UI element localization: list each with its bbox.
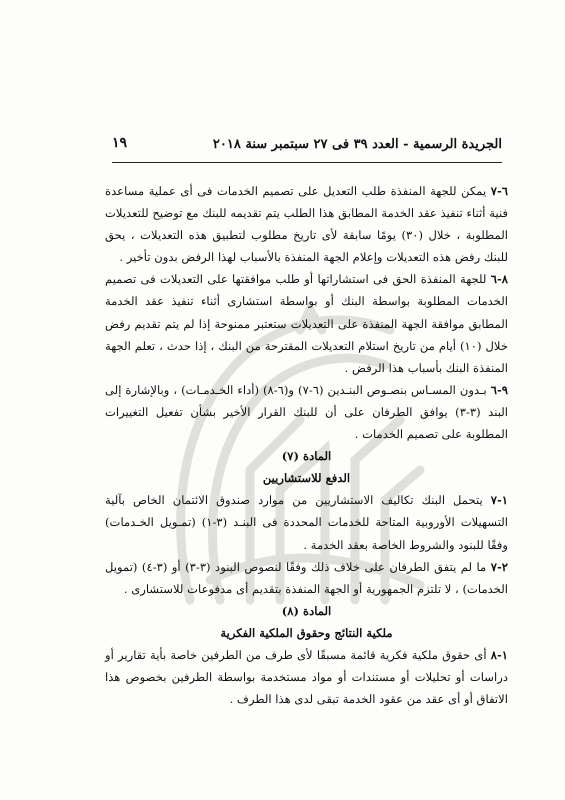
page-number: ١٩ [112,135,128,151]
clause-number: ١-٨ [490,647,509,662]
article-7-title: الدفع للاستشاريين [262,471,351,486]
clause-6-7 [105,180,508,268]
clause-number: ٩-٦ [490,382,509,397]
clause-text: أى حقوق ملكية فكرية قائمة مسبقًا لأى طرف من الطرفين خاصة بأية تقارير أو دراسات أو تحليلات أو مستندات أو مواد مستخدمة بواسطة الطرفين بخصوص هذا الاتفاق أو أى عقد من عقود الخدمة تبقى لدى هذا الطرف . [105,647,508,707]
header-divider [112,162,502,163]
clause-8-1 [105,644,508,710]
clause-number: ٢-٧ [490,559,508,574]
clause-text: يمكن للجهة المنفذة طلب التعديل على تصميم الخدمات فى أى عملية مساعدة فنية أثناء تنفيذ عقد الخدمة المطابق هذا الطلب يتم تقديمه للبنك مع توضيح للتعديلات المطلوبة ، خلال (٣٠) يومًا سابقة لأى تاريخ مطلوب لتطبيق هذه التعديلات ، يحق للبنك رفض هذه التعديلات وإعلام الجهة المنفذة بالأسباب لهذا الرفض بدون تأخير . [105,184,508,265]
article-7-heading: المادة (٧) [281,449,332,464]
gazette-header-title: الجريدة الرسمية - العدد ٣٩ فى ٢٧ سبتمبر سنة ٢٠١٨ [212,137,502,152]
clause-number: ٨-٦ [490,272,509,287]
clause-text: ما لم يتفق الطرفان على خلاف ذلك وفقًا لنصوص البنود (٣-٣) أو (٣-٤) (تمويل الخدمات) ، لا تلتزم الجمهورية أو الجهة المنفذة بتقديم أى مدفوعات للاستشارى . [105,559,508,596]
clause-number: ١-٧ [490,493,508,508]
clause-number: ٦-٧ [490,184,508,198]
clause-text: بـدون المسـاس بنصـوص البنـدين (٦-٧) و(٦-٨) (أداء الخـدمـات) ، وبالإشارة إلى البند (٣-٣) يوافق الطرفان على أن للبنك القرار الأخير بشأن تفعيل التغييرات المطلوبة على تصميم الخدمات . [105,382,508,442]
clause-6-8 [105,268,508,378]
clause-6-9 [105,379,508,445]
clause-text: للجهة المنفذة الحق فى استشاراتها أو طلب موافقتها على التعديلات فى تصميم الخدمات المطلوبة بواسطة البنك أو بواسطة استشارى أثناء تنفيذ عقد الخدمة المطابق موافقة الجهة المنفذة على التعديلات ستعتبر ممنوحة إذا لم يتم تقديم رفض خلال (١٠) أيام من تاريخ استلام التعديلات المقترحة من البنك ، إذا حدث ، تعلم الجهة المنفذة البنك بأسباب هذا الرفض . [105,272,509,375]
document-body [105,180,508,710]
clause-7-1 [105,489,508,555]
page-header [112,135,502,157]
clause-7-2 [105,556,508,600]
article-8-title: ملكية النتائج وحقوق الملكية الفكرية [220,625,393,640]
clause-text: يتحمل البنك تكاليف الاستشاريين من موارد صندوق الائتمان الخاص بآلية التسهيلات الأوروبية المتاحة للخدمات المحددة فى البنـد (٣-١) (تمـويل الخـدمات) وفقًا للبنود والشروط الخاصة بعقد الخدمة . [105,493,508,552]
article-8-heading: المادة (٨) [281,603,332,618]
